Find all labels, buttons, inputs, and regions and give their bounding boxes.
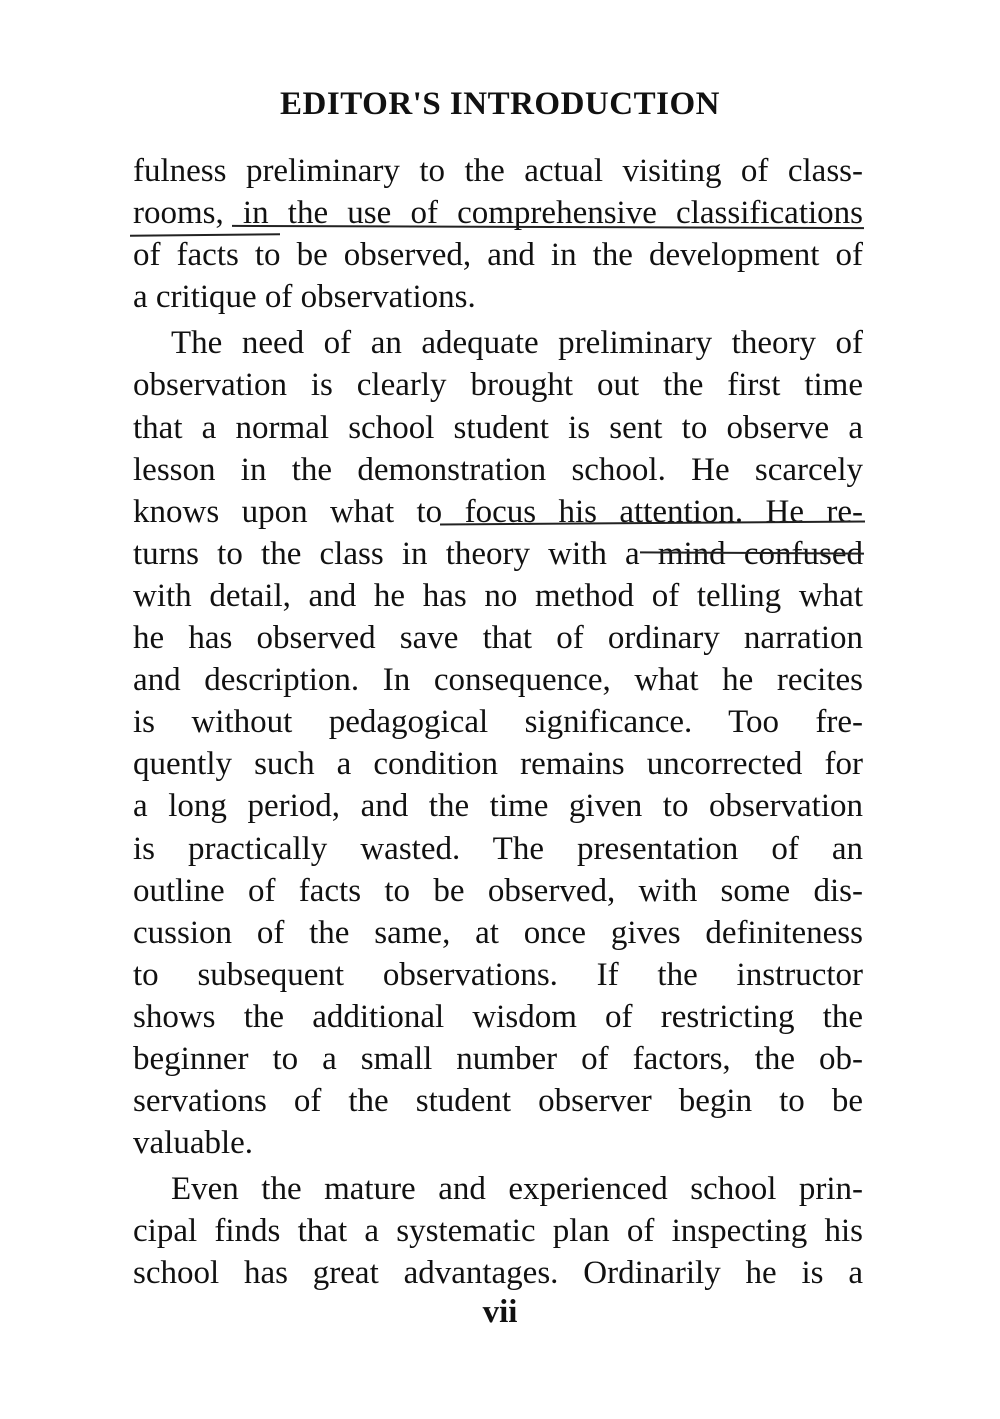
text-line: shows the additional wisdom of restricting the	[133, 998, 863, 1035]
text-line: quently such a condition remains uncorrected for	[133, 746, 863, 783]
text-line: and description. In consequence, what he recites	[133, 662, 863, 699]
text-line: with detail, and he has no method of telling what	[133, 577, 863, 614]
text-line: of facts to be observed, and in the development of	[133, 237, 863, 274]
text-line: is practically wasted. The presentation of an	[133, 830, 863, 867]
text-line: a long period, and the time given to observation	[133, 788, 863, 825]
text-line: rooms, in the use of comprehensive classifications	[133, 195, 863, 232]
text-line: that a normal school student is sent to observe a	[133, 409, 863, 446]
body-text	[133, 150, 863, 1295]
text-line: school has great advantages. Ordinarily he is a	[133, 1255, 863, 1292]
text-line: a critique of observations.	[133, 279, 476, 316]
text-line: fulness preliminary to the actual visiting of class-	[133, 153, 863, 189]
text-line: knows upon what to focus his attention. He re-	[133, 493, 863, 530]
text-line: The need of an adequate preliminary theory of	[171, 325, 863, 362]
text-line: is without pedagogical significance. Too fre-	[133, 704, 863, 741]
text-line: lesson in the demonstration school. He scarcely	[133, 451, 863, 488]
text-line: valuable.	[133, 1125, 254, 1162]
text-line: outline of facts to be observed, with some dis-	[133, 872, 863, 909]
text-line: he has observed save that of ordinary narration	[133, 620, 863, 657]
text-line: Even the mature and experienced school prin-	[171, 1171, 863, 1208]
page-number: vii	[482, 1294, 518, 1330]
text-line: beginner to a small number of factors, the ob-	[133, 1040, 863, 1077]
running-head: EDITOR'S INTRODUCTION	[280, 86, 720, 122]
text-line: turns to the class in theory with a mind confused	[133, 535, 863, 572]
text-line: servations of the student observer begin to be	[133, 1083, 863, 1120]
text-line: cipal finds that a systematic plan of inspecting his	[133, 1213, 863, 1250]
text-line: observation is clearly brought out the first time	[133, 367, 863, 404]
text-line: to subsequent observations. If the instructor	[133, 956, 863, 993]
text-line: cussion of the same, at once gives definiteness	[133, 914, 863, 951]
